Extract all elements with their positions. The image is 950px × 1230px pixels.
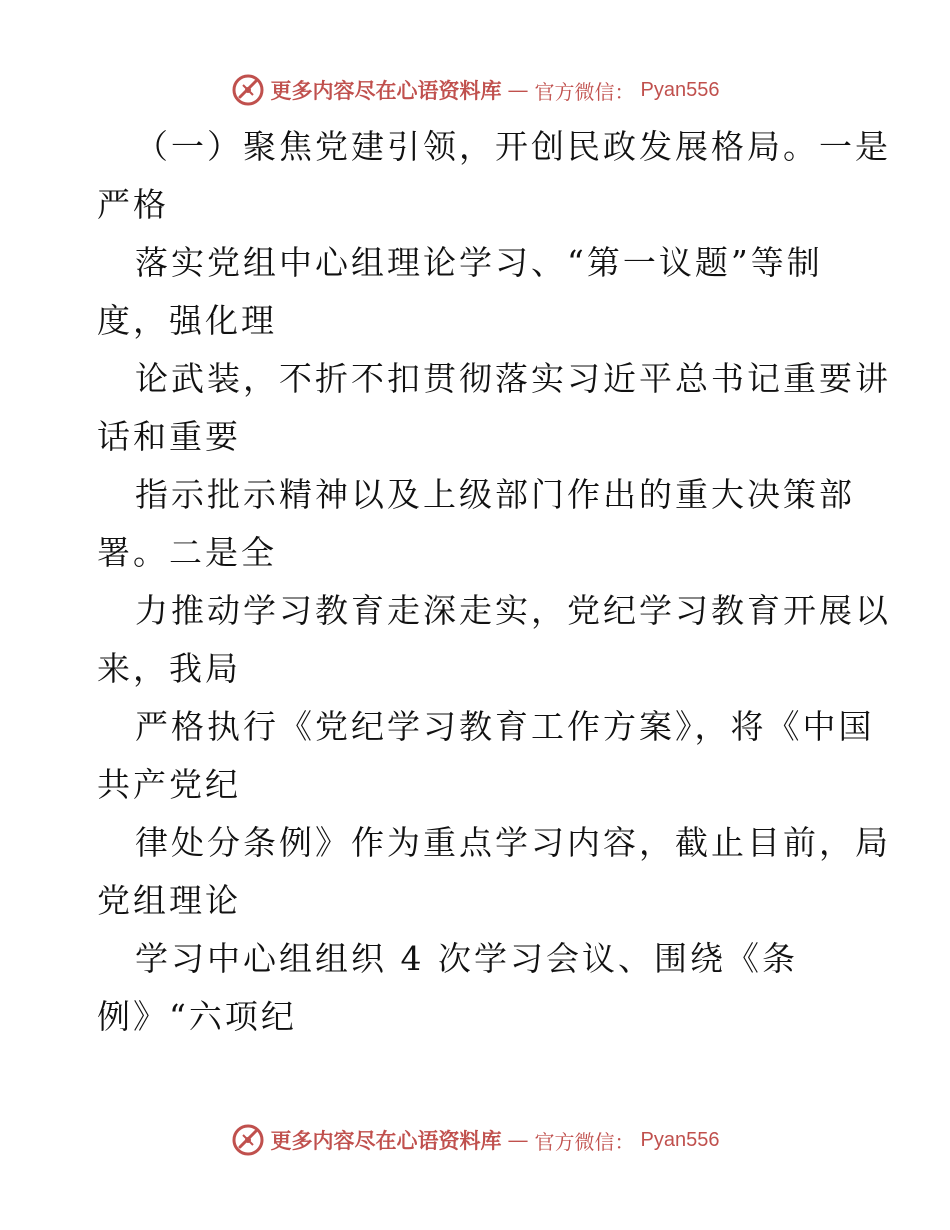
text-line: 党组理论 xyxy=(97,881,241,920)
text-line: 指示批示精神以及上级部门作出的重大决策部 xyxy=(135,475,855,514)
footer-watermark xyxy=(0,1120,950,1160)
text-line: 度，强化理 xyxy=(97,301,277,340)
watermark-contact-id: Pyan556 xyxy=(640,78,720,101)
watermark-separator: — xyxy=(507,78,529,102)
text-line: 学习中心组组织 4 次学习会议、围绕《条 xyxy=(135,939,798,978)
watermark-contact-label: 官方微信： xyxy=(534,1129,635,1154)
watermark-brand: 更多内容尽在心语资料库 xyxy=(270,1128,502,1153)
text-line: 落实党组中心组理论学习、“第一议题”等制 xyxy=(135,243,823,282)
text-line: 严格 xyxy=(97,185,169,224)
logo-icon xyxy=(231,1123,265,1157)
text-line: 话和重要 xyxy=(97,417,241,456)
text-line: 署。二是全 xyxy=(97,533,277,572)
text-line: 例》“六项纪 xyxy=(97,997,297,1036)
watermark-brand: 更多内容尽在心语资料库 xyxy=(270,78,502,103)
watermark-contact-id: Pyan556 xyxy=(640,1128,720,1151)
header-watermark xyxy=(0,70,950,110)
text-line: 严格执行《党纪学习教育工作方案》，将《中国 xyxy=(135,707,875,746)
text-line: 力推动学习教育走深走实，党纪学习教育开展以 xyxy=(135,591,891,630)
document-body xyxy=(97,118,891,1046)
text-line: （一）聚焦党建引领，开创民政发展格局。一是 xyxy=(135,127,891,166)
logo-icon xyxy=(231,73,265,107)
text-line: 来，我局 xyxy=(97,649,241,688)
watermark-separator: — xyxy=(507,1128,529,1152)
text-line: 共产党纪 xyxy=(97,765,241,804)
text-line: 论武装，不折不扣贯彻落实习近平总书记重要讲 xyxy=(135,359,891,398)
text-line: 律处分条例》作为重点学习内容，截止目前，局 xyxy=(135,823,891,862)
watermark-contact-label: 官方微信： xyxy=(534,79,635,104)
